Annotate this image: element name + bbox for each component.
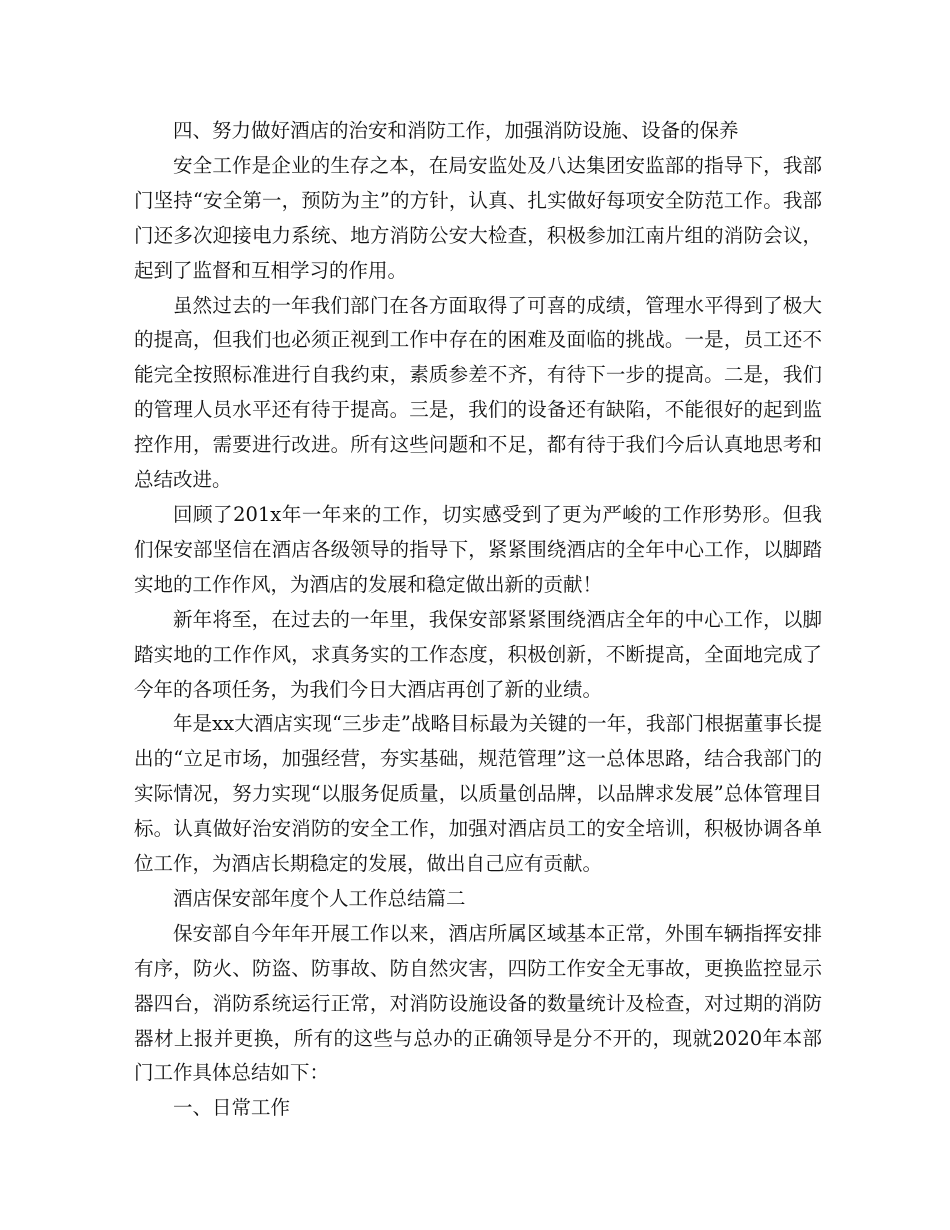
paragraph-challenges: 虽然过去的一年我们部门在各方面取得了可喜的成绩，管理水平得到了极大的提高，但我们也必须正视到工作中存在的困难及面临的挑战。一是，员工还不能完全按照标准进行自我约束，素质参差不齐，有待下一步的提高。二是，我们的管理人员水平还有待于提高。三是，我们的设备还有缺陷，不能很好的起到监控作用，需要进行改进。所有这些问题和不足，都有待于我们今后认真地思考和总结改进。: [134, 293, 822, 492]
paragraph-review: 回顾了201x年一年来的工作，切实感受到了更为严峻的工作形势形。但我们保安部坚信在酒店各级领导的指导下，紧紧围绕酒店的全年中心工作，以脚踏实地的工作作风，为酒店的发展和稳定做出新的贡献！: [134, 502, 822, 596]
paragraph-strategy: 年是xx大酒店实现“三步走”战略目标最为关键的一年，我部门根据董事长提出的“立足市场，加强经营，夯实基础，规范管理”这一总体思路，结合我部门的实际情况，努力实现“以服务促质量，以质量创品牌，以品牌求发展”总体管理目标。认真做好治安消防的安全工作，加强对酒店员工的安全培训，积极协调各单位工作，为酒店长期稳定的发展，做出自己应有贡献。: [134, 712, 822, 876]
paragraph-new-year: 新年将至，在过去的一年里，我保安部紧紧围绕酒店全年的中心工作，以脚踏实地的工作作风，求真务实的工作态度，积极创新，不断提高，全面地完成了今年的各项任务，为我们今日大酒店再创了新的业绩。: [134, 607, 822, 701]
section-heading-daily-work: 一、日常工作: [173, 1096, 291, 1120]
paragraph-safety-work: 安全工作是企业的生存之本，在局安监处及八达集团安监部的指导下，我部门坚持“安全第一，预防为主”的方针，认真、扎实做好每项安全防范工作。我部门还多次迎接电力系统、地方消防公安大检查，积极参加江南片组的消防会议，起到了监督和互相学习的作用。: [134, 153, 822, 282]
document-body: [134, 114, 822, 1126]
section-heading-security-fire: 四、努力做好酒店的治安和消防工作，加强消防设施、设备的保养: [173, 119, 739, 142]
paragraph-summary-intro: 保安部自今年年开展工作以来，酒店所属区域基本正常，外围车辆指挥安排有序，防火、防盗、防事故、防自然灾害，四防工作安全无事故，更换监控显示器四台，消防系统运行正常，对消防设施设备的数量统计及检查，对过期的消防器材上报并更换，所有的这些与总办的正确领导是分不开的，现就2020年本部门工作具体总结如下：: [134, 921, 822, 1085]
section-title-part-two: 酒店保安部年度个人工作总结篇二: [173, 886, 466, 910]
